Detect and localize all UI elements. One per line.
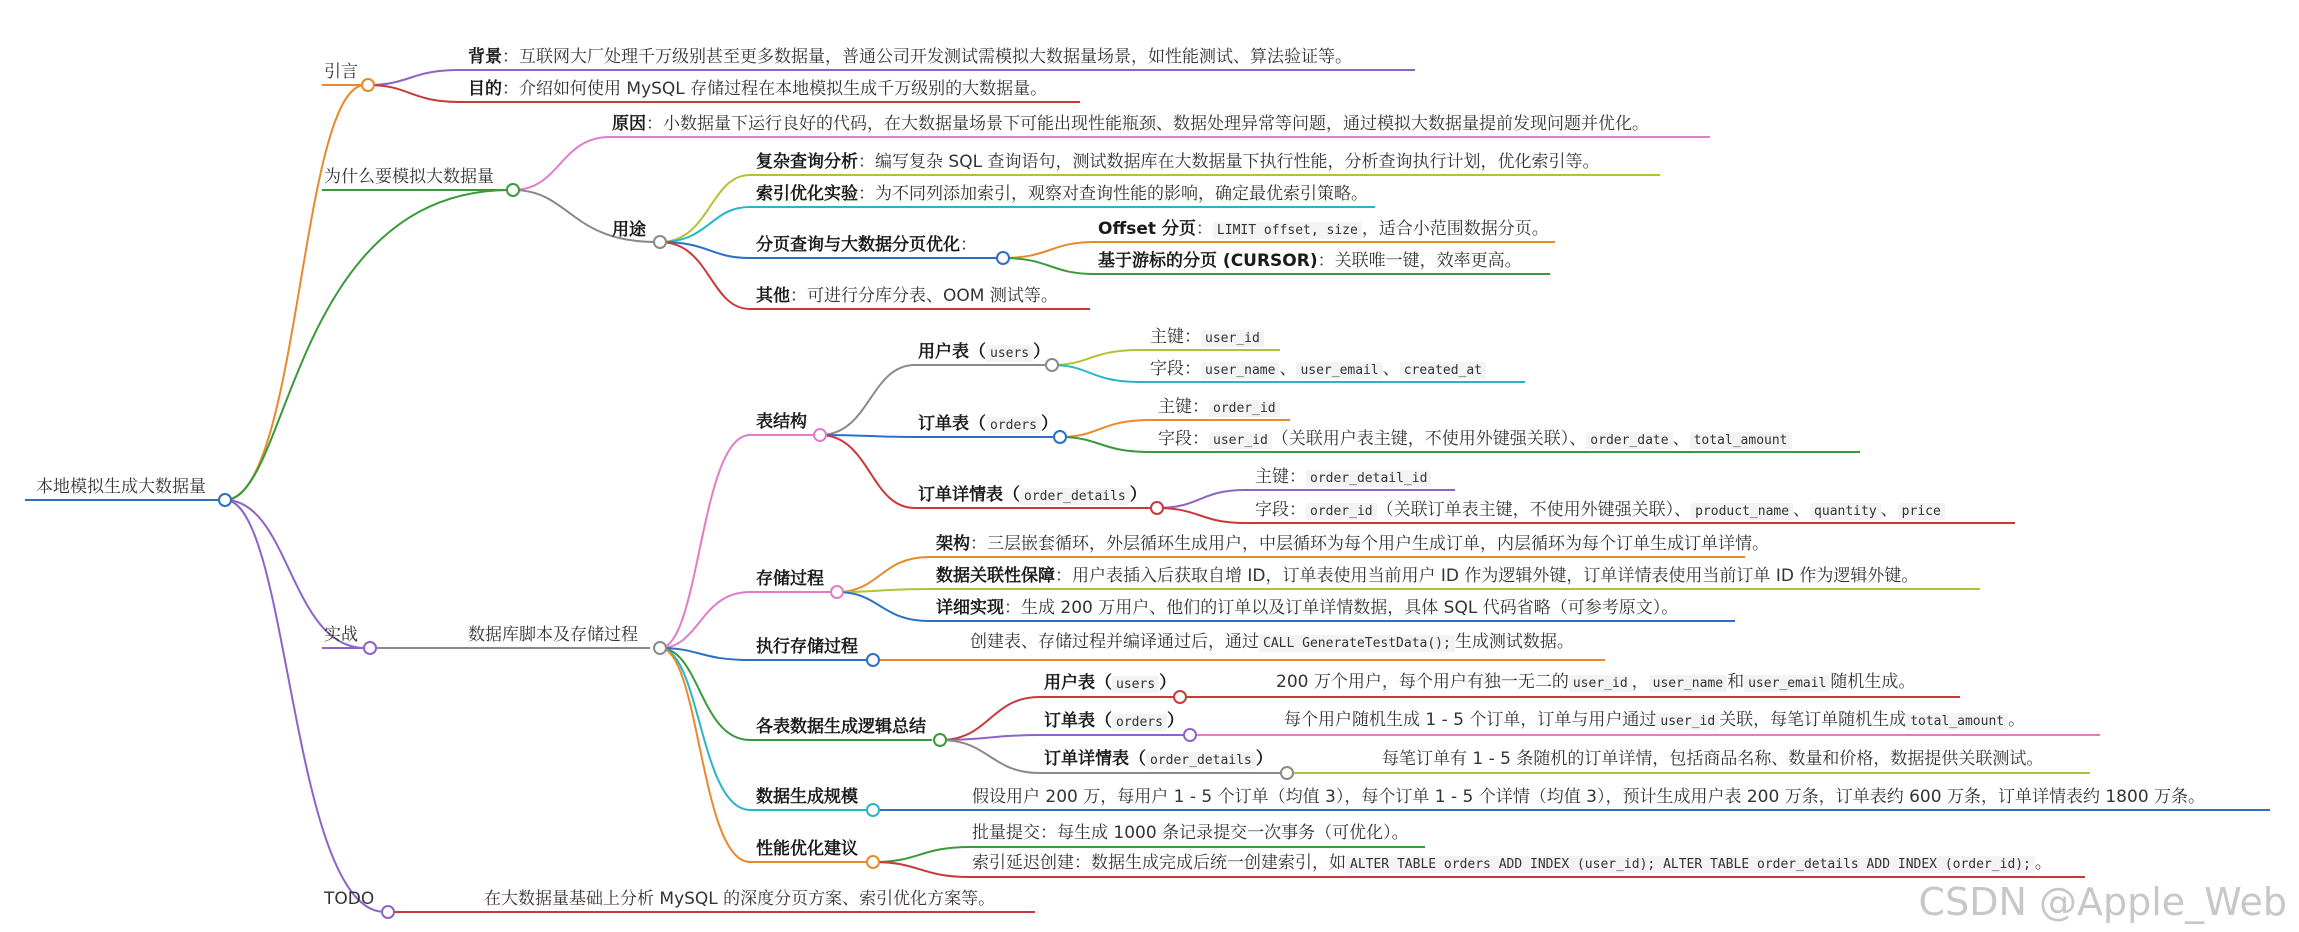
node-logic-details — [1281, 767, 1293, 779]
details-table-code: order_details — [1020, 488, 1130, 505]
logic-orders-text[interactable] — [1284, 709, 2025, 733]
logic-label[interactable] — [756, 716, 926, 738]
detail-key: 详细实现 — [936, 598, 1004, 618]
usage-label[interactable] — [612, 219, 646, 241]
execute-text-1: 创建表、存储过程并编译通过后，通过 — [970, 632, 1259, 652]
paging-offset[interactable] — [1098, 218, 1549, 242]
logic-orders-key: 订单表 — [1044, 711, 1095, 731]
link-root-why — [225, 190, 510, 500]
usage-complex[interactable] — [756, 151, 1599, 173]
optimize-batch[interactable]: 批量提交：每生成 1000 条记录提交一次事务（可优化）。 — [972, 823, 1409, 843]
todo-text[interactable]: 在大数据量基础上分析 MySQL 的深度分页方案、索引优化方案等。 — [484, 889, 996, 909]
logic-users-code-3: user_email — [1744, 675, 1830, 692]
logic-users-text[interactable]: 200 万个用户，每个用户有独一无二的 user_id ， user_name 和 user_email 随机生成。 — [1276, 672, 1916, 692]
details-pk[interactable] — [1255, 466, 1431, 490]
node-practice — [364, 642, 376, 654]
orders-table-paren-close: ） — [1040, 414, 1058, 434]
users-field-2: user_email — [1296, 362, 1382, 379]
orders-table-code: orders — [986, 417, 1041, 434]
optimize-index-code: ALTER TABLE orders ADD INDEX (user_id); ALTER TABLE order_details ADD INDEX (order_id); — [1346, 856, 2035, 873]
logic-orders-paren-close: ） — [1166, 711, 1184, 731]
intro-background[interactable] — [468, 46, 1352, 68]
logic-users-and: 和 — [1727, 672, 1745, 692]
logic-details-text[interactable]: 每笔订单有 1 - 5 条随机的订单详情，包括商品名称、数量和价格，数据提供关联测试。 — [1382, 749, 2044, 769]
purpose-text: ：介绍如何使用 MySQL 存储过程在本地模拟生成千万级别的大数据量。 — [502, 79, 1048, 99]
node-procedure — [831, 586, 843, 598]
orders-field-2: order_date — [1586, 432, 1672, 449]
reason-key: 原因 — [612, 114, 646, 134]
execute-code: CALL GenerateTestData(); — [1259, 635, 1455, 652]
optimize-index[interactable] — [972, 852, 2052, 876]
node-usage — [654, 236, 666, 248]
orders-table-label[interactable] — [918, 413, 1058, 437]
optimize-key: 性能优化建议 — [756, 839, 858, 859]
link-root-intro — [225, 85, 365, 500]
details-pk-code: order_detail_id — [1306, 470, 1431, 487]
details-note: （关联订单表主键，不使用外键强关联） — [1376, 500, 1675, 520]
details-field-4: price — [1898, 503, 1945, 520]
optimize-index-text: 索引延迟创建：数据生成完成后统一创建索引，如 — [972, 853, 1346, 873]
index-key: 索引优化实验 — [756, 184, 858, 204]
users-pk[interactable] — [1150, 326, 1264, 350]
background-key: 背景 — [468, 47, 502, 67]
cursor-text: ：关联唯一键，效率更高。 — [1317, 251, 1522, 271]
details-fields[interactable]: 字段： order_id （关联订单表主键，不使用外键强关联）、 product_name 、 quantity 、 price — [1255, 499, 1945, 523]
node-todo — [382, 906, 394, 918]
execute-text[interactable] — [970, 631, 1574, 655]
orders-pk-code: order_id — [1209, 400, 1280, 417]
usage-index[interactable] — [756, 183, 1368, 205]
usage-key: 用途 — [612, 220, 646, 240]
procedure-detail[interactable] — [936, 597, 1678, 619]
link-root-todo — [225, 500, 385, 912]
users-field-3: created_at — [1400, 362, 1486, 379]
logic-details-paren-open: （ — [1129, 749, 1146, 769]
orders-fields-label: 字段： — [1158, 429, 1209, 449]
users-table-paren-close: ） — [1033, 342, 1051, 362]
logic-orders-text-2: 关联，每笔订单随机生成 — [1719, 710, 1907, 730]
orders-fields[interactable]: 字段： user_id （关联用户表主键，不使用外键强关联）、 order_date 、 total_amount — [1158, 428, 1792, 452]
usage-paging[interactable] — [756, 234, 977, 256]
logic-details-key: 订单详情表 — [1044, 749, 1129, 769]
logic-users-paren-open: （ — [1095, 673, 1112, 693]
intro-purpose[interactable] — [468, 78, 1047, 100]
details-table-key: 订单详情表 — [918, 485, 1003, 505]
reason-text: ：小数据量下运行良好的代码，在大数据量场景下可能出现性能瓶颈、数据处理异常等问题，通过模拟大数据量提前发现问题并优化。 — [646, 114, 1649, 134]
users-table-label[interactable] — [918, 341, 1050, 365]
optimize-index-text-2: 。 — [2034, 853, 2052, 873]
logic-orders-paren-open: （ — [1095, 711, 1112, 731]
complex-text: ：编写复杂 SQL 查询语句，测试数据库在大数据量下执行性能，分析查询执行计划，优化索引等。 — [858, 152, 1600, 172]
users-table-key: 用户表 — [918, 342, 969, 362]
logic-users-label[interactable] — [1044, 672, 1176, 696]
scale-text[interactable]: 假设用户 200 万，每用户 1 - 5 个订单（均值 3），每个订单 1 - 5 个详情（均值 3），预计生成用户表 200 万条，订单表约 600 万条，订单详情表约 1800 万条。 — [972, 787, 2206, 807]
logic-orders-text-1: 每个用户随机生成 1 - 5 个订单，订单与用户通过 — [1284, 710, 1657, 730]
orders-note: （关联用户表主键，不使用外键强关联） — [1271, 429, 1570, 449]
orders-field-3: total_amount — [1690, 432, 1792, 449]
details-table-label[interactable] — [918, 484, 1147, 508]
logic-users-text-1: 200 万个用户，每个用户有独一无二的 — [1276, 672, 1569, 692]
index-text: ：为不同列添加索引，观察对查询性能的影响，确定最优索引策略。 — [858, 184, 1368, 204]
logic-orders-code: orders — [1112, 714, 1167, 731]
details-field-1: order_id — [1306, 503, 1377, 520]
users-table-paren-open: （ — [969, 342, 986, 362]
paging-key: 分页查询与大数据分页优化 — [756, 235, 960, 255]
paging-suffix: ： — [960, 235, 977, 255]
users-fields-label: 字段： — [1150, 359, 1201, 379]
execute-key: 执行存储过程 — [756, 637, 858, 657]
node-scale — [867, 804, 879, 816]
practice-label[interactable]: 实战 — [324, 625, 358, 645]
users-field-1: user_name — [1201, 362, 1279, 379]
node-intro — [362, 79, 374, 91]
cursor-key: 基于游标的分页 (CURSOR) — [1098, 251, 1318, 271]
execute-label[interactable] — [756, 636, 858, 658]
assoc-key: 数据关联性保障 — [936, 566, 1055, 586]
details-pk-label: 主键： — [1255, 467, 1306, 487]
node-details — [1151, 502, 1163, 514]
procedure-key: 存储过程 — [756, 569, 824, 589]
offset-code: LIMIT offset, size — [1213, 222, 1362, 239]
assoc-text: ：用户表插入后获取自增 ID，订单表使用当前用户 ID 作为逻辑外键，订单详情表使用当前订单 ID 作为逻辑外键。 — [1055, 566, 1919, 586]
complex-key: 复杂查询分析 — [756, 152, 858, 172]
scale-label[interactable] — [756, 786, 858, 808]
logic-key: 各表数据生成逻辑总结 — [756, 717, 926, 737]
other-key: 其他 — [756, 286, 790, 306]
offset-sep: ： — [1195, 219, 1213, 239]
csdn-watermark: CSDN @Apple_Web — [1918, 880, 2287, 924]
node-execute — [867, 654, 879, 666]
why-label[interactable]: 为什么要模拟大数据量 — [324, 167, 494, 187]
orders-pk-label: 主键： — [1158, 397, 1209, 417]
logic-details-paren-close: ） — [1255, 749, 1273, 769]
node-paging — [997, 252, 1009, 264]
table-structure-label[interactable] — [756, 411, 807, 433]
logic-orders-text-3: 。 — [2008, 710, 2026, 730]
logic-users-paren-close: ） — [1159, 673, 1177, 693]
node-table — [814, 429, 826, 441]
table-structure-key: 表结构 — [756, 412, 807, 432]
procedure-label[interactable] — [756, 568, 824, 590]
logic-users-code-1: user_id — [1569, 675, 1632, 692]
orders-field-1: user_id — [1209, 432, 1272, 449]
scale-key: 数据生成规模 — [756, 787, 858, 807]
node-logic — [934, 734, 946, 746]
users-table-code: users — [986, 345, 1033, 362]
arch-key: 架构 — [936, 534, 970, 554]
purpose-key: 目的 — [468, 79, 502, 99]
offset-text: ，适合小范围数据分页。 — [1361, 219, 1549, 239]
arch-text: ：三层嵌套循环，外层循环生成用户，中层循环为每个用户生成订单，内层循环为每个订单生成订单详情。 — [970, 534, 1769, 554]
execute-text-2: 生成测试数据。 — [1454, 632, 1574, 652]
details-fields-label: 字段： — [1255, 500, 1306, 520]
procedure-assoc[interactable] — [936, 565, 1918, 587]
details-table-paren-close: ） — [1129, 485, 1147, 505]
paging-cursor[interactable] — [1098, 250, 1522, 272]
node-optimize — [867, 856, 879, 868]
orders-table-paren-open: （ — [969, 414, 986, 434]
logic-users-code-2: user_name — [1649, 675, 1727, 692]
optimize-label[interactable] — [756, 838, 858, 860]
logic-details-label[interactable] — [1044, 748, 1273, 772]
node-logic-orders — [1184, 729, 1196, 741]
why-reason[interactable] — [612, 113, 1649, 135]
logic-details-code: order_details — [1146, 752, 1256, 769]
background-text: ：互联网大厂处理千万级别甚至更多数据量，普通公司开发测试需模拟大数据量场景，如性能测试、算法验证等。 — [502, 47, 1352, 67]
logic-users-text-2: 随机生成。 — [1830, 672, 1916, 692]
usage-other[interactable] — [756, 285, 1058, 307]
orders-table-key: 订单表 — [918, 414, 969, 434]
orders-pk[interactable] — [1158, 396, 1280, 420]
node-scripts — [654, 642, 666, 654]
users-pk-code: user_id — [1201, 330, 1264, 347]
detail-text: ：生成 200 万用户、他们的订单以及订单详情数据，具体 SQL 代码省略（可参考原文）。 — [1004, 598, 1679, 618]
offset-key: Offset 分页 — [1098, 219, 1196, 239]
details-field-2: product_name — [1691, 503, 1793, 520]
root-label[interactable]: 本地模拟生成大数据量 — [36, 477, 206, 497]
todo-label[interactable]: TODO — [324, 889, 375, 909]
logic-orders-label[interactable] — [1044, 710, 1184, 734]
node-why — [507, 184, 519, 196]
users-pk-label: 主键： — [1150, 327, 1201, 347]
details-field-3: quantity — [1810, 503, 1881, 520]
logic-users-code: users — [1112, 676, 1159, 693]
users-fields[interactable]: 字段： user_name 、 user_email 、 created_at — [1150, 358, 1486, 382]
intro-label[interactable]: 引言 — [324, 62, 358, 82]
node-root — [219, 494, 231, 506]
scripts-label[interactable]: 数据库脚本及存储过程 — [468, 625, 638, 645]
logic-users-key: 用户表 — [1044, 673, 1095, 693]
procedure-arch[interactable] — [936, 533, 1769, 555]
logic-orders-code-1: user_id — [1656, 713, 1719, 730]
details-table-paren-open: （ — [1003, 485, 1020, 505]
logic-orders-code-2: total_amount — [1906, 713, 2008, 730]
other-text: ：可进行分库分表、OOM 测试等。 — [790, 286, 1058, 306]
